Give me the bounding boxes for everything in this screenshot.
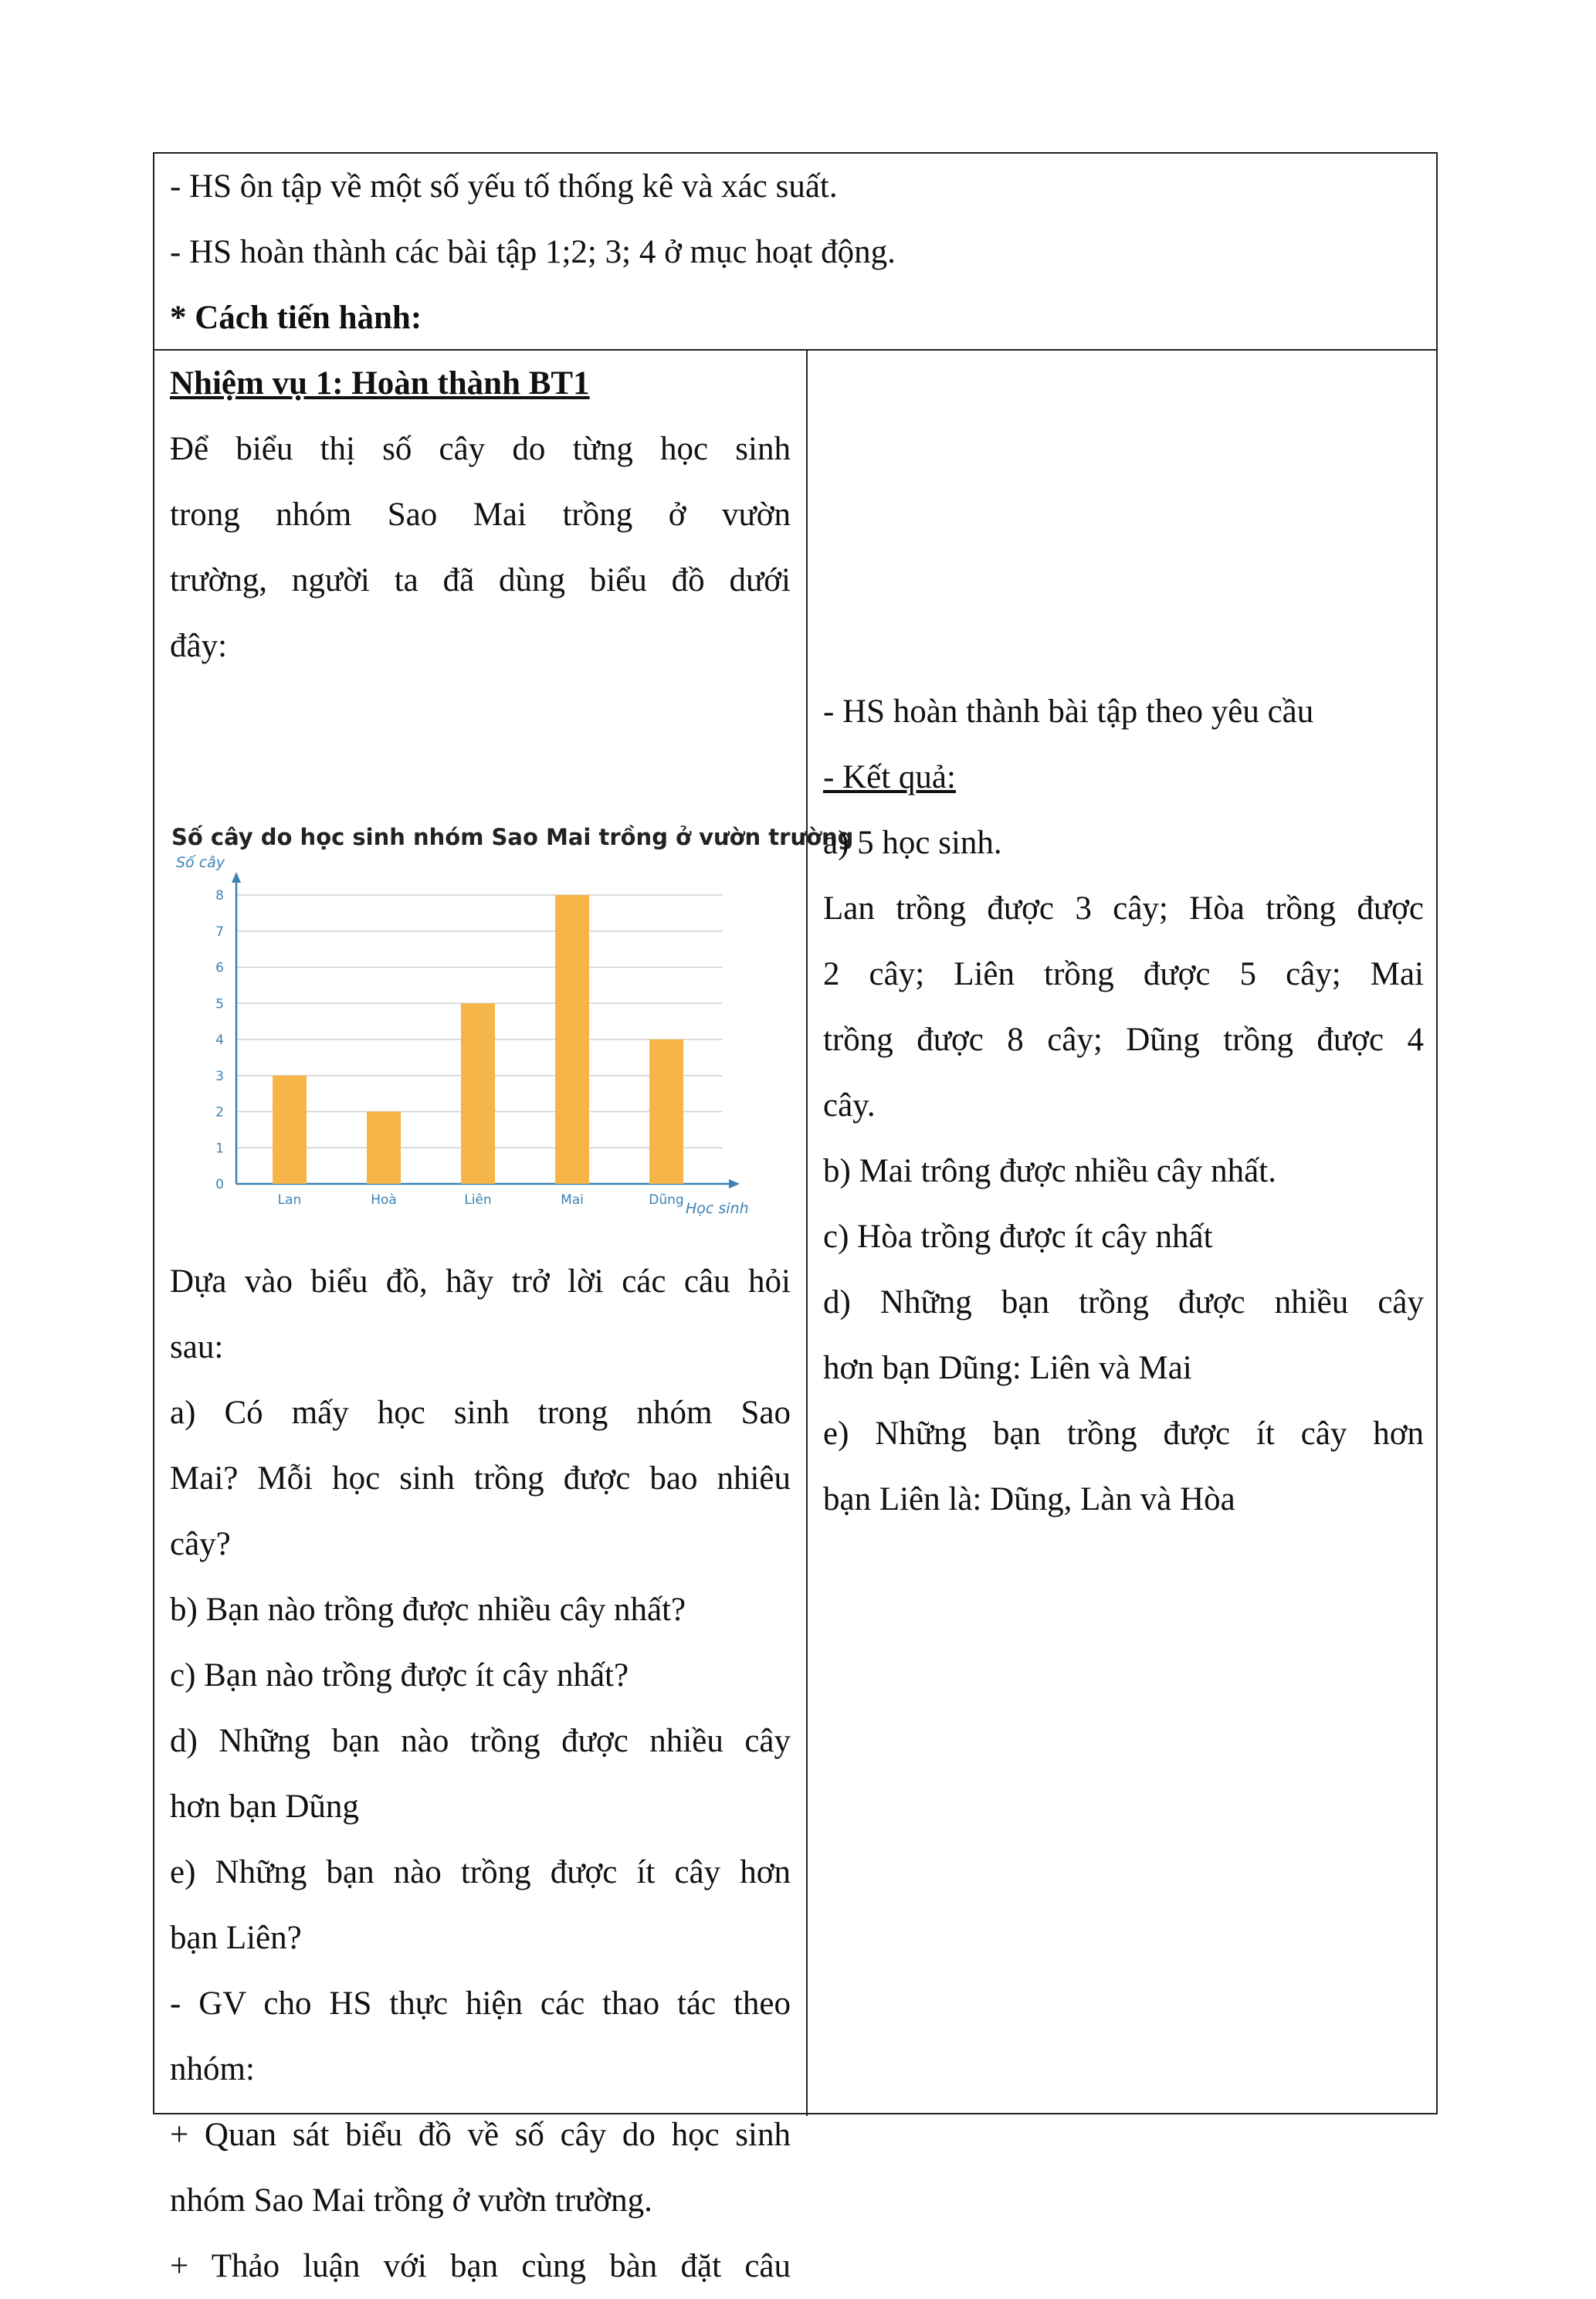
question-intro-1: Dựa vào biểu đồ, hãy trở lời các câu hỏi [170, 1263, 791, 1300]
x-tick-label: Lan [277, 1192, 302, 1208]
bar-chart [167, 824, 854, 1226]
question-a-1: a) Có mấy học sinh trong nhóm Sao [170, 1395, 791, 1431]
x-tick-label: Liên [464, 1192, 492, 1208]
x-axis-label: Học sinh [686, 1200, 749, 1217]
answer-intro: - HS hoàn thành bài tập theo yêu cầu [823, 693, 1314, 730]
y-tick-label: 3 [215, 1068, 224, 1084]
y-tick-label: 0 [215, 1177, 224, 1192]
y-tick-label: 1 [215, 1141, 224, 1157]
y-tick-label: 6 [215, 960, 224, 976]
instruction-2: nhóm: [170, 2051, 255, 2087]
answer-a-detail-2: 2 cây; Liên trồng được 5 cây; Mai [823, 956, 1424, 992]
intro-line-3: trường, người ta đã dùng biểu đồ dưới [170, 562, 791, 598]
y-tick-label: 4 [215, 1033, 224, 1048]
objectives-row [154, 154, 1436, 351]
bar-Liên [461, 1003, 495, 1184]
bar-Hoà [367, 1112, 401, 1185]
question-intro-2: sau: [170, 1329, 224, 1365]
instruction-1: - GV cho HS thực hiện các thao tác theo [170, 1985, 791, 2022]
x-tick-label: Hoà [371, 1192, 397, 1208]
question-e-1: e) Những bạn nào trồng được ít cây hơn [170, 1854, 791, 1890]
objective-line-1: - HS ôn tập về một số yếu tố thống kê và xác suất. [170, 168, 838, 205]
x-tick-label: Dũng [649, 1192, 684, 1208]
y-axis-label: Số cây [176, 854, 225, 871]
question-d-1: d) Những bạn nào trồng được nhiều cây [170, 1723, 791, 1759]
bar-Dũng [649, 1039, 683, 1184]
chart-title: Số cây do học sinh nhóm Sao Mai trồng ở vườn trường [171, 824, 854, 850]
instruction-3: + Quan sát biểu đồ về số cây do học sinh [170, 2117, 791, 2153]
procedure-heading: * Cách tiến hành: [170, 300, 422, 336]
answer-e-2: bạn Liên là: Dũng, Làn và Hòa [823, 1481, 1235, 1517]
task-title: Nhiệm vụ 1: Hoàn thành BT1 [170, 365, 590, 402]
question-a-3: cây? [170, 1526, 231, 1562]
answer-d-1: d) Những bạn trồng được nhiều cây [823, 1284, 1424, 1321]
question-e-2: bạn Liên? [170, 1920, 302, 1956]
answer-d-2: hơn bạn Dũng: Liên và Mai [823, 1350, 1192, 1386]
intro-line-4: đây: [170, 628, 228, 664]
answer-a-detail-3: trồng được 8 cây; Dũng trồng được 4 [823, 1022, 1424, 1058]
y-tick-label: 5 [215, 996, 224, 1012]
y-axis-arrow [232, 872, 241, 883]
answer-c: c) Hòa trồng được ít cây nhất [823, 1219, 1213, 1255]
question-a-2: Mai? Mỗi học sinh trồng được bao nhiêu [170, 1460, 791, 1497]
x-axis-arrow [729, 1179, 740, 1188]
objective-line-2: - HS hoàn thành các bài tập 1;2; 3; 4 ở mục hoạt động. [170, 234, 896, 270]
answer-e-1: e) Những bạn trồng được ít cây hơn [823, 1416, 1424, 1452]
instruction-4: nhóm Sao Mai trồng ở vườn trường. [170, 2182, 652, 2219]
question-c: c) Bạn nào trồng được ít cây nhất? [170, 1657, 629, 1694]
bar-Lan [273, 1076, 307, 1184]
student-activity-column [808, 351, 1439, 2116]
question-b: b) Bạn nào trồng được nhiều cây nhất? [170, 1592, 686, 1628]
instruction-5: + Thảo luận với bạn cùng bàn đặt câu [170, 2248, 791, 2284]
teacher-activity-column [154, 351, 854, 2284]
y-tick-label: 2 [215, 1104, 224, 1121]
question-d-2: hơn bạn Dũng [170, 1789, 359, 1825]
answer-a: a) 5 học sinh. [823, 825, 1002, 861]
x-tick-label: Mai [561, 1192, 584, 1208]
answer-a-detail-1: Lan trồng được 3 cây; Hòa trồng được [823, 890, 1424, 927]
intro-line-2: trong nhóm Sao Mai trồng ở vườn [170, 497, 791, 533]
y-tick-label: 7 [215, 924, 224, 940]
y-tick-label: 8 [215, 888, 224, 904]
chart-plot [167, 852, 805, 1222]
answer-b: b) Mai trông được nhiều cây nhất. [823, 1153, 1276, 1189]
bar-Mai [555, 895, 589, 1184]
answer-result-heading: - Kết quả: [823, 759, 956, 795]
intro-line-1: Để biểu thị số cây do từng học sinh [170, 431, 791, 467]
lesson-table [153, 152, 1438, 2284]
answer-a-detail-4: cây. [823, 1087, 876, 1124]
